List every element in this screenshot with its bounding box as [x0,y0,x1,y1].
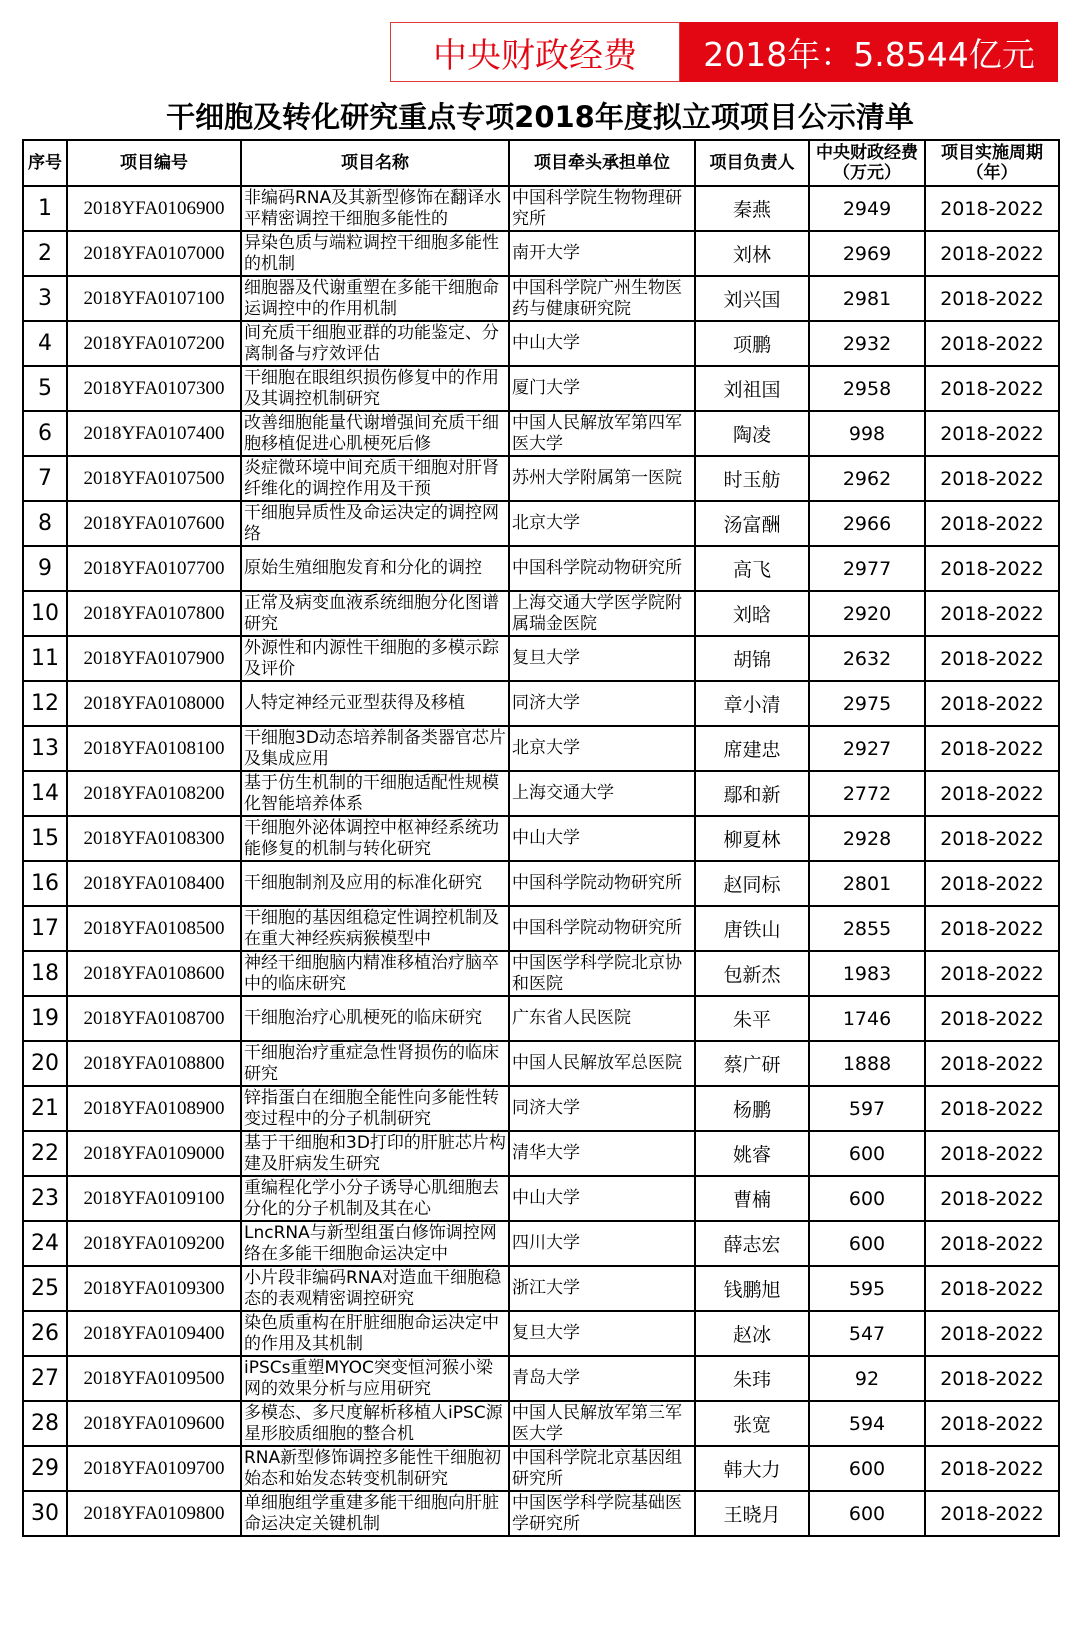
project-leader: 蔡广研 [695,1041,809,1086]
project-period: 2018-2022 [925,1491,1059,1536]
funding-amount: 600 [809,1176,925,1221]
lead-unit: 同济大学 [509,681,695,726]
project-code: 2018YFA0109600 [67,1401,241,1446]
project-period: 2018-2022 [925,501,1059,546]
funding-amount: 2981 [809,276,925,321]
project-name: 基于仿生机制的干细胞适配性规模化智能培养体系 [241,771,509,816]
funding-amount: 1888 [809,1041,925,1086]
project-name: iPSCs重塑MYOC突变恒河猴小梁网的效果分析与应用研究 [241,1356,509,1401]
table-row [23,276,1059,321]
row-number: 5 [23,366,67,411]
project-leader: 赵冰 [695,1311,809,1356]
funding-amount: 998 [809,411,925,456]
project-name: 干细胞异质性及命运决定的调控网络 [241,501,509,546]
project-name: 正常及病变血液系统细胞分化图谱研究 [241,591,509,636]
project-name: 改善细胞能量代谢增强间充质干细胞移植促进心肌梗死后修 [241,411,509,456]
funding-amount: 1746 [809,996,925,1041]
funding-amount: 92 [809,1356,925,1401]
table-row [23,996,1059,1041]
row-number: 1 [23,186,67,231]
project-name: 干细胞的基因组稳定性调控机制及在重大神经疾病猴模型中 [241,906,509,951]
project-leader: 赵同标 [695,861,809,906]
project-code: 2018YFA0107900 [67,636,241,681]
table-row [23,1311,1059,1356]
project-leader: 曹楠 [695,1176,809,1221]
project-leader: 柳夏林 [695,816,809,861]
row-number: 14 [23,771,67,816]
project-name: 异染色质与端粒调控干细胞多能性的机制 [241,231,509,276]
project-code: 2018YFA0108300 [67,816,241,861]
project-period: 2018-2022 [925,1311,1059,1356]
lead-unit: 复旦大学 [509,636,695,681]
lead-unit: 复旦大学 [509,1311,695,1356]
funding-amount: 2969 [809,231,925,276]
project-code: 2018YFA0107300 [67,366,241,411]
funding-amount: 2932 [809,321,925,366]
project-period: 2018-2022 [925,231,1059,276]
row-number: 17 [23,906,67,951]
funding-amount: 2632 [809,636,925,681]
project-name: 神经干细胞脑内精准移植治疗脑卒中的临床研究 [241,951,509,996]
project-leader: 杨鹏 [695,1086,809,1131]
project-period: 2018-2022 [925,1086,1059,1131]
project-name: 锌指蛋白在细胞全能性向多能性转变过程中的分子机制研究 [241,1086,509,1131]
project-name: 干细胞治疗心肌梗死的临床研究 [241,996,509,1041]
project-period: 2018-2022 [925,1446,1059,1491]
table-row [23,1401,1059,1446]
lead-unit: 浙江大学 [509,1266,695,1311]
table-row [23,186,1059,231]
row-number: 28 [23,1401,67,1446]
lead-unit: 中国科学院动物研究所 [509,861,695,906]
lead-unit: 中国人民解放军第四军医大学 [509,411,695,456]
project-period: 2018-2022 [925,726,1059,771]
row-number: 7 [23,456,67,501]
project-period: 2018-2022 [925,546,1059,591]
table-row [23,231,1059,276]
project-period: 2018-2022 [925,366,1059,411]
lead-unit: 中国人民解放军第三军医大学 [509,1401,695,1446]
col-header-fund: 中央财政经费（万元） [809,140,925,186]
project-name: 干细胞治疗重症急性肾损伤的临床研究 [241,1041,509,1086]
col-header-pi: 项目负责人 [695,140,809,186]
project-code: 2018YFA0107800 [67,591,241,636]
funding-amount: 600 [809,1131,925,1176]
project-name: 小片段非编码RNA对造血干细胞稳态的表观精密调控研究 [241,1266,509,1311]
project-code: 2018YFA0107000 [67,231,241,276]
row-number: 15 [23,816,67,861]
project-code: 2018YFA0109200 [67,1221,241,1266]
row-number: 6 [23,411,67,456]
row-number: 19 [23,996,67,1041]
project-code: 2018YFA0109700 [67,1446,241,1491]
project-period: 2018-2022 [925,1401,1059,1446]
project-code: 2018YFA0108000 [67,681,241,726]
project-leader: 王晓月 [695,1491,809,1536]
col-header-unit: 项目牵头承担单位 [509,140,695,186]
table-row [23,1356,1059,1401]
project-code: 2018YFA0108600 [67,951,241,996]
project-period: 2018-2022 [925,591,1059,636]
lead-unit: 南开大学 [509,231,695,276]
table-row [23,1221,1059,1266]
table-row [23,906,1059,951]
funding-amount: 2855 [809,906,925,951]
project-code: 2018YFA0108200 [67,771,241,816]
project-leader: 刘兴国 [695,276,809,321]
table-row [23,456,1059,501]
table-row [23,861,1059,906]
funding-amount: 2977 [809,546,925,591]
project-name: 原始生殖细胞发育和分化的调控 [241,546,509,591]
funding-amount: 2920 [809,591,925,636]
table-row [23,636,1059,681]
row-number: 8 [23,501,67,546]
project-name: 炎症微环境中间充质干细胞对肝肾纤维化的调控作用及干预 [241,456,509,501]
row-number: 29 [23,1446,67,1491]
table-row [23,591,1059,636]
project-code: 2018YFA0109400 [67,1311,241,1356]
project-leader: 高飞 [695,546,809,591]
project-leader: 唐铁山 [695,906,809,951]
row-number: 27 [23,1356,67,1401]
project-leader: 钱鹏旭 [695,1266,809,1311]
project-leader: 朱平 [695,996,809,1041]
table-row [23,501,1059,546]
lead-unit: 北京大学 [509,726,695,771]
project-name: 人特定神经元亚型获得及移植 [241,681,509,726]
table-row [23,1086,1059,1131]
project-period: 2018-2022 [925,1221,1059,1266]
funding-amount: 1983 [809,951,925,996]
row-number: 9 [23,546,67,591]
lead-unit: 清华大学 [509,1131,695,1176]
project-period: 2018-2022 [925,636,1059,681]
project-name: LncRNA与新型组蛋白修饰调控网络在多能干细胞命运决定中 [241,1221,509,1266]
project-code: 2018YFA0106900 [67,186,241,231]
table-row [23,816,1059,861]
project-leader: 秦燕 [695,186,809,231]
project-period: 2018-2022 [925,681,1059,726]
table-row [23,1266,1059,1311]
project-name: 非编码RNA及其新型修饰在翻译水平精密调控干细胞多能性的 [241,186,509,231]
project-code: 2018YFA0108400 [67,861,241,906]
row-number: 10 [23,591,67,636]
funding-amount: 2958 [809,366,925,411]
project-leader: 朱玮 [695,1356,809,1401]
project-leader: 刘晗 [695,591,809,636]
project-period: 2018-2022 [925,771,1059,816]
row-number: 25 [23,1266,67,1311]
row-number: 20 [23,1041,67,1086]
project-code: 2018YFA0107500 [67,456,241,501]
project-leader: 胡锦 [695,636,809,681]
lead-unit: 中国人民解放军总医院 [509,1041,695,1086]
project-period: 2018-2022 [925,321,1059,366]
table-row [23,1176,1059,1221]
table-row [23,1131,1059,1176]
row-number: 21 [23,1086,67,1131]
funding-amount: 2801 [809,861,925,906]
lead-unit: 四川大学 [509,1221,695,1266]
project-leader: 姚睿 [695,1131,809,1176]
project-name: 染色质重构在肝脏细胞命运决定中的作用及其机制 [241,1311,509,1356]
table-header-row [23,140,1059,186]
table-row [23,411,1059,456]
row-number: 24 [23,1221,67,1266]
table-row [23,321,1059,366]
row-number: 22 [23,1131,67,1176]
project-name: 基于干细胞和3D打印的肝脏芯片构建及肝病发生研究 [241,1131,509,1176]
table-row [23,951,1059,996]
project-code: 2018YFA0107200 [67,321,241,366]
project-leader: 时玉舫 [695,456,809,501]
project-code: 2018YFA0109500 [67,1356,241,1401]
project-period: 2018-2022 [925,1176,1059,1221]
lead-unit: 中国医学科学院基础医学研究所 [509,1491,695,1536]
funding-amount: 2966 [809,501,925,546]
funding-amount: 547 [809,1311,925,1356]
project-name: 单细胞组学重建多能干细胞向肝脏命运决定关键机制 [241,1491,509,1536]
row-number: 16 [23,861,67,906]
lead-unit: 上海交通大学医学院附属瑞金医院 [509,591,695,636]
lead-unit: 中国科学院动物研究所 [509,546,695,591]
project-code: 2018YFA0107100 [67,276,241,321]
col-header-name: 项目名称 [241,140,509,186]
table-row [23,1041,1059,1086]
project-code: 2018YFA0109300 [67,1266,241,1311]
fund-label: 中央财政经费 [390,22,680,82]
project-period: 2018-2022 [925,411,1059,456]
lead-unit: 中国医学科学院北京协和医院 [509,951,695,996]
table-row [23,546,1059,591]
project-period: 2018-2022 [925,906,1059,951]
funding-amount: 2772 [809,771,925,816]
project-leader: 刘林 [695,231,809,276]
project-code: 2018YFA0108100 [67,726,241,771]
project-leader: 汤富酬 [695,501,809,546]
lead-unit: 中山大学 [509,816,695,861]
row-number: 11 [23,636,67,681]
lead-unit: 上海交通大学 [509,771,695,816]
project-name: 干细胞在眼组织损伤修复中的作用及其调控机制研究 [241,366,509,411]
project-leader: 项鹏 [695,321,809,366]
project-leader: 陶凌 [695,411,809,456]
project-leader: 包新杰 [695,951,809,996]
project-code: 2018YFA0107700 [67,546,241,591]
table-row [23,1446,1059,1491]
project-name: 多模态、多尺度解析移植人iPSC源星形胶质细胞的整合机 [241,1401,509,1446]
col-header-code: 项目编号 [67,140,241,186]
lead-unit: 中国科学院动物研究所 [509,906,695,951]
row-number: 23 [23,1176,67,1221]
project-period: 2018-2022 [925,861,1059,906]
project-leader: 席建忠 [695,726,809,771]
lead-unit: 同济大学 [509,1086,695,1131]
funding-amount: 2927 [809,726,925,771]
funding-amount: 600 [809,1491,925,1536]
row-number: 12 [23,681,67,726]
row-number: 18 [23,951,67,996]
project-period: 2018-2022 [925,1356,1059,1401]
fund-total: 2018年：5.8544亿元 [680,22,1058,82]
row-number: 3 [23,276,67,321]
lead-unit: 厦门大学 [509,366,695,411]
project-name: 干细胞外泌体调控中枢神经系统功能修复的机制与转化研究 [241,816,509,861]
lead-unit: 中山大学 [509,321,695,366]
lead-unit: 青岛大学 [509,1356,695,1401]
table-row [23,681,1059,726]
project-leader: 章小清 [695,681,809,726]
project-name: 细胞器及代谢重塑在多能干细胞命运调控中的作用机制 [241,276,509,321]
lead-unit: 北京大学 [509,501,695,546]
lead-unit: 中国科学院北京基因组研究所 [509,1446,695,1491]
row-number: 2 [23,231,67,276]
project-code: 2018YFA0108500 [67,906,241,951]
funding-amount: 2962 [809,456,925,501]
lead-unit: 中国科学院广州生物医药与健康研究院 [509,276,695,321]
funding-amount: 594 [809,1401,925,1446]
lead-unit: 中山大学 [509,1176,695,1221]
row-number: 30 [23,1491,67,1536]
table-row [23,366,1059,411]
project-period: 2018-2022 [925,996,1059,1041]
project-period: 2018-2022 [925,186,1059,231]
project-code: 2018YFA0107600 [67,501,241,546]
project-period: 2018-2022 [925,1041,1059,1086]
funding-amount: 600 [809,1221,925,1266]
project-name: RNA新型修饰调控多能性干细胞初始态和始发态转变机制研究 [241,1446,509,1491]
project-code: 2018YFA0109800 [67,1491,241,1536]
table-row [23,1491,1059,1536]
table-row [23,726,1059,771]
project-table [22,139,1060,1537]
project-code: 2018YFA0109000 [67,1131,241,1176]
project-period: 2018-2022 [925,276,1059,321]
project-period: 2018-2022 [925,456,1059,501]
funding-amount: 595 [809,1266,925,1311]
col-header-no: 序号 [23,140,67,186]
project-period: 2018-2022 [925,816,1059,861]
funding-amount: 2928 [809,816,925,861]
funding-amount: 597 [809,1086,925,1131]
funding-amount: 600 [809,1446,925,1491]
project-code: 2018YFA0108800 [67,1041,241,1086]
project-code: 2018YFA0109100 [67,1176,241,1221]
project-period: 2018-2022 [925,951,1059,996]
project-code: 2018YFA0108700 [67,996,241,1041]
col-header-period: 项目实施周期（年） [925,140,1059,186]
project-name: 重编程化学小分子诱导心肌细胞去分化的分子机制及其在心 [241,1176,509,1221]
row-number: 26 [23,1311,67,1356]
project-period: 2018-2022 [925,1131,1059,1176]
project-leader: 刘祖国 [695,366,809,411]
page-title: 干细胞及转化研究重点专项2018年度拟立项项目公示清单 [166,100,914,134]
project-leader: 韩大力 [695,1446,809,1491]
project-name: 干细胞3D动态培养制备类器官芯片及集成应用 [241,726,509,771]
funding-amount: 2975 [809,681,925,726]
row-number: 4 [23,321,67,366]
table-row [23,771,1059,816]
project-name: 外源性和内源性干细胞的多模示踪及评价 [241,636,509,681]
project-leader: 薛志宏 [695,1221,809,1266]
lead-unit: 苏州大学附属第一医院 [509,456,695,501]
project-leader: 张宽 [695,1401,809,1446]
project-period: 2018-2022 [925,1266,1059,1311]
project-code: 2018YFA0108900 [67,1086,241,1131]
lead-unit: 广东省人民医院 [509,996,695,1041]
project-code: 2018YFA0107400 [67,411,241,456]
project-leader: 鄢和新 [695,771,809,816]
funding-amount: 2949 [809,186,925,231]
project-name: 间充质干细胞亚群的功能鉴定、分离制备与疗效评估 [241,321,509,366]
lead-unit: 中国科学院生物物理研究所 [509,186,695,231]
project-name: 干细胞制剂及应用的标准化研究 [241,861,509,906]
row-number: 13 [23,726,67,771]
